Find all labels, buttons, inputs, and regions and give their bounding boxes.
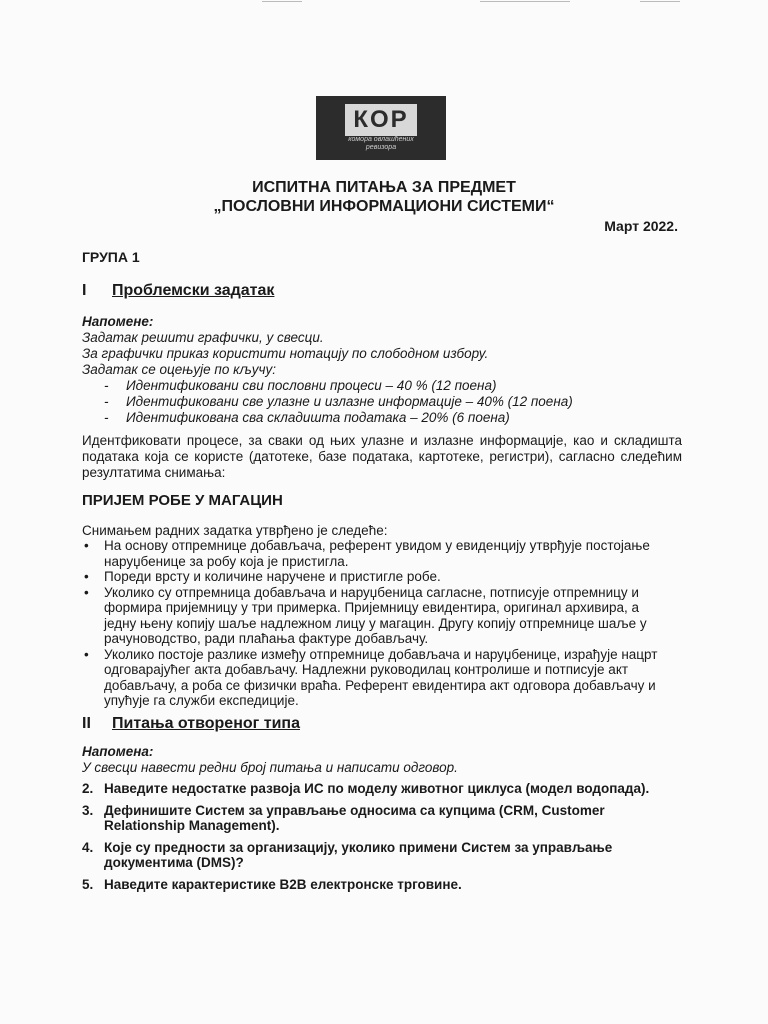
- grading-criteria: [82, 378, 682, 426]
- section2-number: II: [82, 715, 91, 732]
- question-text: Које су предности за организацију, уколико примени Систем за управљање документима (DMS)?: [104, 839, 613, 870]
- scan-artifact: [640, 1, 680, 2]
- logo-subtitle: комора овлашћених: [348, 136, 414, 143]
- task-description: Идентфиковати процесе, за сваки од њих улазне и излазне информације, као и складишта података која се користе (датотеке, базе података, картотеке, регистри), сагласно следећим резултатима снимања:: [82, 433, 682, 480]
- question-item: [82, 781, 672, 797]
- criteria-item: - Идентификовани сви пословни процеси – 40 % (12 поена): [82, 378, 682, 394]
- question-text: Наведите недостатке развоја ИС по моделу животног циклуса (модел водопада).: [104, 781, 650, 796]
- section2-title: Питања отвореног типа: [112, 715, 300, 732]
- scan-artifact: [262, 1, 302, 2]
- group-label: ГРУПА 1: [82, 249, 140, 265]
- section2-heading: [82, 715, 300, 733]
- question-number: 5.: [82, 876, 94, 892]
- note-line: Задатак решити графички, у свесци.: [82, 330, 324, 345]
- list-item: • Уколико постоје разлике између отпремнице добављача и наруџбенице, израђује нацрт одговарајућег акта добављачу. Надлежни руководилац контролише и потписује акт добављачу, а роба се физички враћа. Референт евидентира акт одговора добављачу и упућује га служби експедиције.: [82, 647, 672, 709]
- criteria-item: - Идентификована сва складишта података – 20% (6 поена): [82, 410, 682, 426]
- page-title-line1: ИСПИТНА ПИТАЊА ЗА ПРЕДМЕТ: [252, 179, 516, 196]
- question-item: [82, 877, 672, 893]
- section1-title: Проблемски задатак: [112, 282, 275, 299]
- question-list: [82, 781, 672, 898]
- criteria-item: - Идентификовани све улазне и излазне информације – 40% (12 поена): [82, 394, 682, 410]
- case-intro: Снимањем радних задатка утврђено је следеће:: [82, 523, 388, 538]
- question-number: 4.: [82, 839, 94, 855]
- question-number: 3.: [82, 802, 94, 818]
- list-item: • Пореди врсту и количине наручене и пристигле робе.: [82, 569, 672, 585]
- logo-mark: КОР: [345, 104, 416, 136]
- section1-notes: [82, 314, 682, 426]
- question-text: Дефинишите Систем за управљање односима са купцима (CRM, Customer Relationship Management).: [104, 802, 605, 833]
- exam-date: Март 2022.: [604, 218, 678, 234]
- case-bullet-list: [82, 538, 672, 709]
- section2-notes: [82, 744, 458, 776]
- logo-subtitle: ревизора: [365, 144, 397, 151]
- section1-heading: [82, 282, 274, 300]
- notes-heading: Напомене:: [82, 314, 154, 329]
- case-subheading: ПРИЈЕМ РОБЕ У МАГАЦИН: [82, 492, 283, 509]
- note-line: У свесци навести редни број питања и написати одговор.: [82, 760, 458, 775]
- page-title-line2: „ПОСЛОВНИ ИНФОРМАЦИОНИ СИСТЕМИ“: [213, 198, 555, 215]
- list-item: • Уколико су отпремница добављача и наруџбеница сагласне, потписује отпремницу и формира пријемницу у три примерка. Пријемницу евидентира, оригинал архивира, а једну њену копију шаље надлежном лицу у магацин. Другу копију отпремнице шаље у рачуноводство, ради плаћања фактуре добављачу.: [82, 585, 672, 647]
- question-number: 2.: [82, 781, 94, 796]
- question-item: [82, 803, 672, 834]
- notes-heading: Напомена:: [82, 744, 154, 759]
- question-item: [82, 840, 672, 871]
- list-item: • На основу отпремнице добављача, референт увидом у евиденцију утврђује постојање наруџбенице за робу која је пристигла.: [82, 538, 672, 569]
- scan-artifact: [480, 1, 570, 2]
- section1-number: I: [82, 282, 87, 299]
- note-line: За графички приказ користити нотацију по слободном избору.: [82, 346, 489, 361]
- note-line: Задатак се оцењује по кључу:: [82, 362, 277, 377]
- question-text: Наведите карактеристике B2B електронске трговине.: [104, 876, 462, 892]
- kor-logo: [316, 96, 446, 160]
